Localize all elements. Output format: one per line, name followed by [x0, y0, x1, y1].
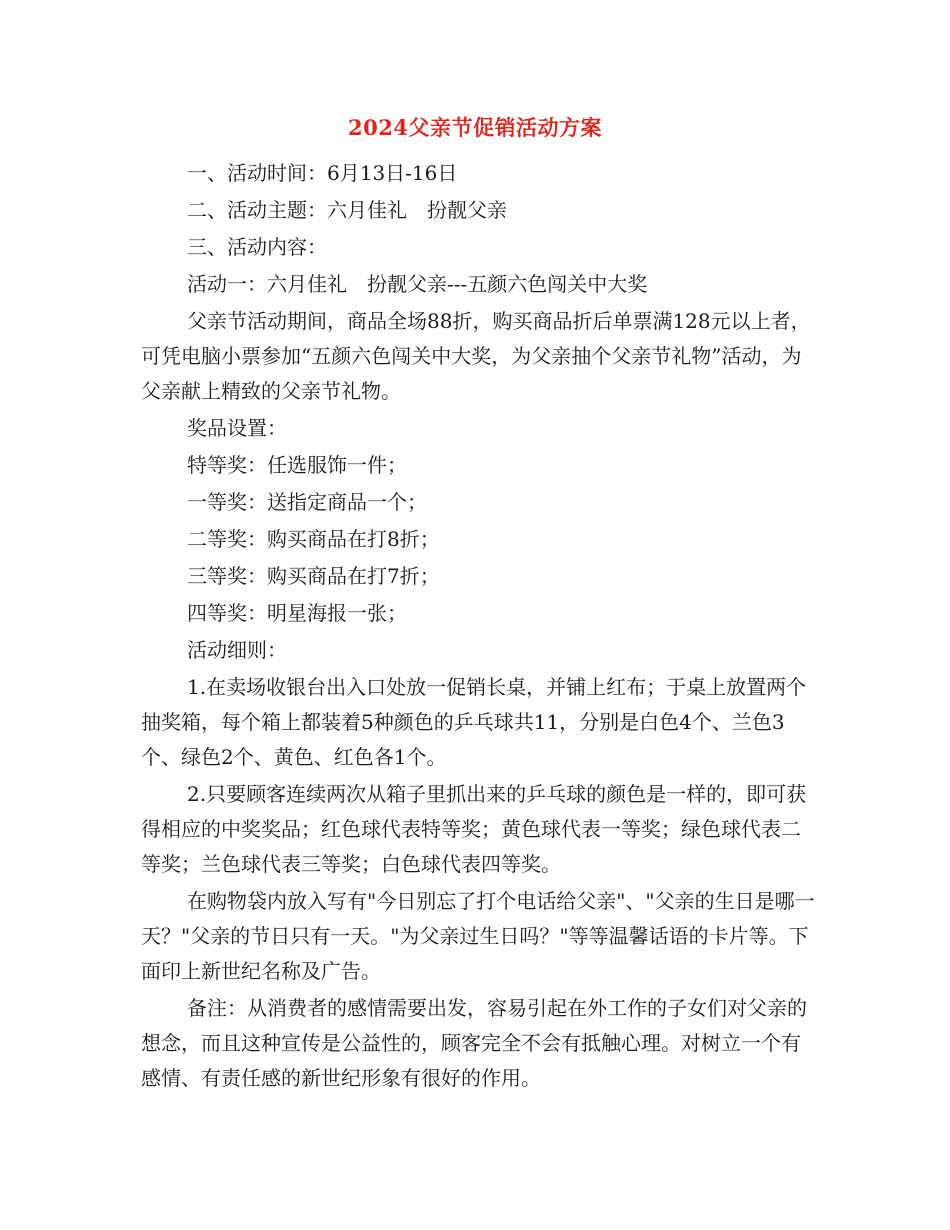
paragraph-activity-content-heading: 三、活动内容： — [187, 235, 327, 259]
paragraph-fourth-prize: 四等奖：明星海报一张； — [187, 601, 407, 625]
paragraph-rule-two: 2.只要顾客连续两次从箱子里抓出来的乒乓球的颜色是一样的，即可获得相应的中奖奖品；红色球代表特等奖；黄色球代表一等奖；绿色球代表二等奖；兰色球代表三等奖；白色球代表四等奖。 — [141, 782, 807, 876]
paragraph-third-prize: 三等奖：购买商品在打7折； — [187, 564, 440, 588]
paragraph-remarks: 备注：从消费者的感情需要出发，容易引起在外工作的子女们对父亲的想念，而且这种宣传是公益性的，顾客完全不会有抵触心理。对树立一个有感情、有责任感的新世纪形象有很好的作用。 — [141, 996, 807, 1090]
document-title: 2024父亲节促销活动方案 — [348, 115, 602, 140]
paragraph-second-prize: 二等奖：购买商品在打8折； — [187, 527, 440, 551]
paragraph-grand-prize: 特等奖：任选服饰一件； — [187, 453, 407, 477]
document-body — [141, 156, 816, 1098]
paragraph-shopping-bag-cards: 在购物袋内放入写有"今日别忘了打个电话给父亲"、"父亲的生日是哪一天？"父亲的节日只有一天。"为父亲过生日吗？"等等温馨话语的卡片等。下面印上新世纪名称及广告。 — [141, 889, 815, 983]
paragraph-prize-settings-heading: 奖品设置： — [187, 416, 287, 440]
paragraph-rule-one: 1.在卖场收银台出入口处放一促销长桌，并铺上红布；于桌上放置两个抽奖箱，每个箱上都装着5种颜色的乒乓球共11，分别是白色4个、兰色3个、绿色2个、黄色、红色各1个。 — [141, 675, 807, 769]
paragraph-activity-one-title: 活动一：六月佳礼 扮靓父亲---五颜六色闯关中大奖 — [187, 272, 648, 296]
paragraph-rules-heading: 活动细则： — [187, 638, 287, 662]
paragraph-first-prize: 一等奖：送指定商品一个； — [187, 490, 427, 514]
paragraph-activity-one-description: 父亲节活动期间，商品全场88折，购买商品折后单票满128元以上者，可凭电脑小票参加“五颜六色闯关中大奖，为父亲抽个父亲节礼物”活动，为父亲献上精致的父亲节礼物。 — [141, 309, 811, 403]
paragraph-activity-time: 一、活动时间：6月13日-16日 — [187, 161, 458, 185]
paragraph-activity-theme: 二、活动主题：六月佳礼 扮靓父亲 — [187, 198, 507, 222]
